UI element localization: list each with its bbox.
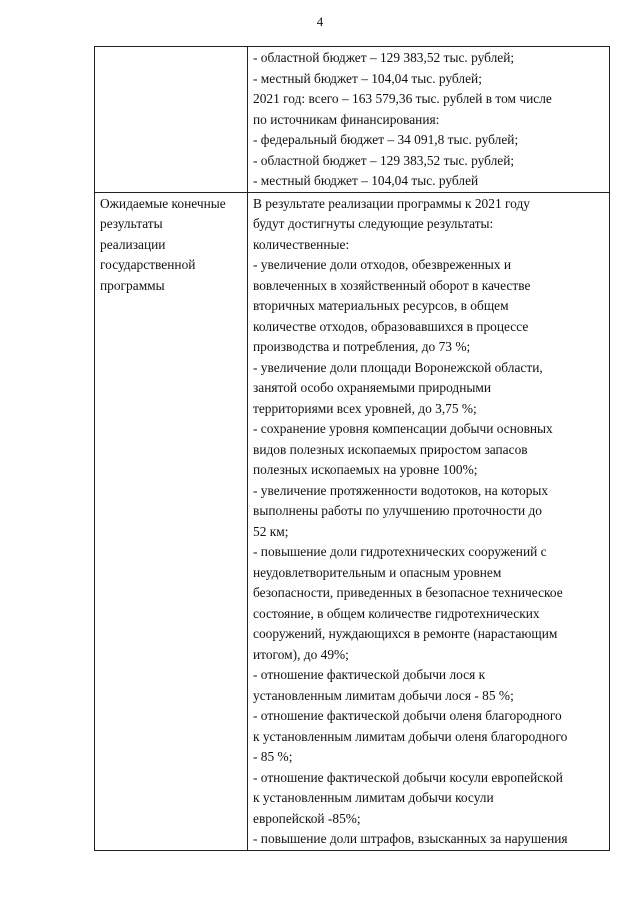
results-label-line: программы — [100, 277, 165, 293]
funding-label-cell — [95, 47, 248, 193]
funding-line: - местный бюджет – 104,04 тыс. рублей; — [253, 70, 482, 86]
results-line: сооружений, нуждающихся в ремонте (нарастающим — [253, 626, 558, 641]
results-line: неудовлетворительным и опасным уровнем — [253, 564, 502, 580]
results-label-line: реализации — [100, 236, 166, 252]
results-line: выполнены работы по улучшению проточности до — [253, 503, 542, 518]
results-line: европейской -85%; — [253, 810, 361, 826]
results-line: занятой особо охраняемыми природными — [253, 380, 492, 395]
page-number: 4 — [316, 14, 324, 29]
funding-line: - местный бюджет – 104,04 тыс. рублей — [253, 173, 479, 188]
results-line: безопасности, приведенных в безопасное техническое — [253, 585, 563, 600]
results-line: установленным лимитам добычи лося - 85 %; — [253, 687, 514, 703]
results-label-line: государственной — [100, 257, 196, 272]
results-line: - повышение доли гидротехнических сооружений с — [253, 544, 547, 559]
funding-line: - областной бюджет – 129 383,52 тыс. рублей; — [253, 152, 515, 168]
results-line: - отношение фактической добычи оленя благородного — [253, 708, 562, 723]
results-line: 52 км; — [253, 523, 289, 539]
results-line: - 85 %; — [253, 749, 293, 764]
results-label-line: результаты — [100, 216, 163, 231]
results-line: к установленным лимитам добычи оленя благородного — [253, 728, 568, 744]
funding-line: - областной бюджет – 129 383,52 тыс. рублей; — [253, 50, 515, 65]
results-line: - увеличение доли отходов, обезвреженных и — [253, 257, 512, 272]
program-passport-table — [94, 46, 610, 851]
results-line: - отношение фактической добычи косули европейской — [253, 769, 563, 785]
results-line: к установленным лимитам добычи косули — [253, 790, 494, 805]
funding-line: 2021 год: всего – 163 579,36 тыс. рублей в том числе — [253, 91, 552, 106]
results-line: - сохранение уровня компенсации добычи основных — [253, 421, 553, 436]
funding-line: по источникам финансирования: — [253, 111, 440, 127]
results-label-cell — [95, 192, 248, 850]
results-label-line: Ожидаемые конечные — [100, 195, 226, 211]
results-line: - увеличение протяженности водотоков, на которых — [253, 482, 549, 498]
funding-line: - федеральный бюджет – 34 091,8 тыс. рублей; — [253, 132, 519, 147]
results-line: вторичных материальных ресурсов, в общем — [253, 298, 509, 313]
results-line: количестве отходов, образовавшихся в процессе — [253, 318, 529, 334]
results-line: видов полезных ископаемых приростом запасов — [253, 441, 528, 457]
results-line: территориями всех уровней, до 3,75 %; — [253, 400, 477, 416]
funding-row — [95, 47, 610, 193]
results-content-cell — [248, 192, 610, 850]
funding-content-cell — [248, 47, 610, 193]
results-line: будут достигнуты следующие результаты: — [253, 216, 494, 231]
results-line: количественные: — [253, 236, 350, 252]
results-line: состояние, в общем количестве гидротехнических — [253, 605, 540, 621]
results-line: итогом), до 49%; — [253, 646, 349, 662]
results-line: - увеличение доли площади Воронежской области, — [253, 359, 543, 375]
results-line: В результате реализации программы к 2021 году — [253, 195, 530, 211]
results-line: - отношение фактической добычи лося к — [253, 667, 486, 682]
results-line: вовлеченных в хозяйственный оборот в качестве — [253, 277, 531, 293]
results-row — [95, 192, 610, 850]
results-line: полезных ископаемых на уровне 100%; — [253, 462, 478, 477]
results-line: производства и потребления, до 73 %; — [253, 339, 471, 354]
results-line: - повышение доли штрафов, взысканных за нарушения — [253, 831, 568, 846]
